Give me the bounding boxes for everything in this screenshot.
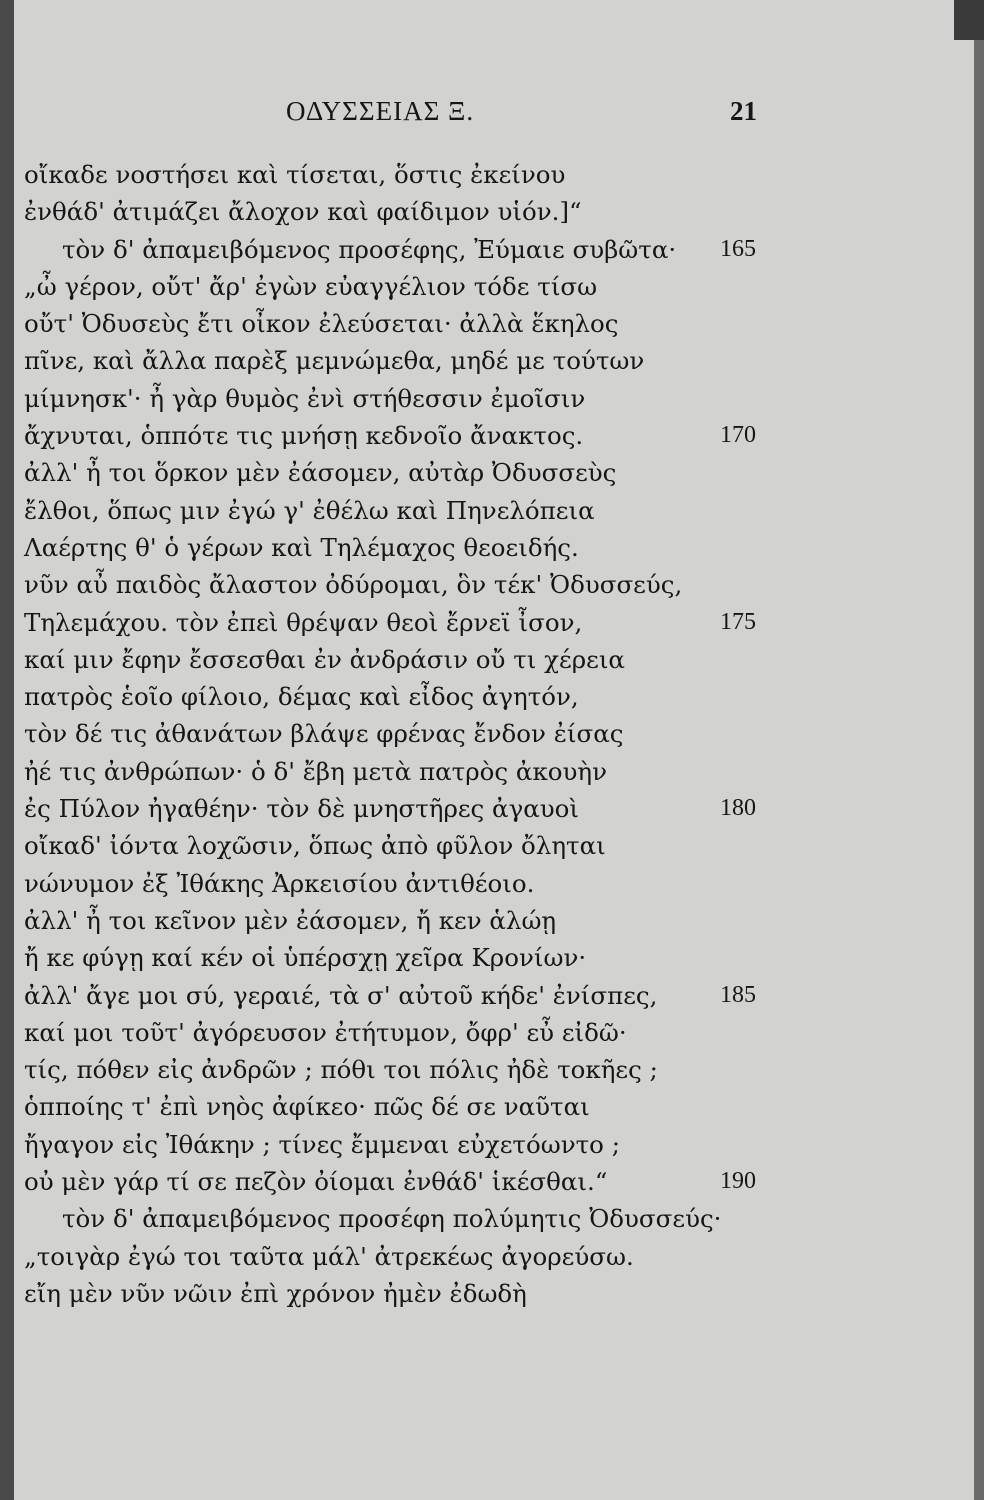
verse-line-text: „ὦ γέρον, οὔτ' ἄρ' ἐγὼν εὐαγγέλιον τόδε τίσω (24, 271, 598, 301)
line-number: 180 (720, 795, 756, 822)
line-number: 170 (720, 422, 756, 449)
verse-line (24, 1051, 794, 1088)
verse-line (24, 454, 794, 491)
verse-line (24, 1163, 794, 1200)
verse-line (24, 1126, 794, 1163)
verse-line-text: οὐ μὲν γάρ τί σε πεζὸν ὀίομαι ἐνθάδ' ἱκέσθαι.“ (24, 1167, 608, 1197)
verse-line-text: τίς, πόθεν εἰς ἀνδρῶν ; πόθι τοι πόλις ἠδὲ τοκῆες ; (24, 1055, 658, 1085)
verse-line (24, 417, 794, 454)
verse-line (24, 790, 794, 827)
verse-line-text: νῦν αὖ παιδὸς ἄλαστον ὀδύρομαι, ὃν τέκ' Ὀδυσσεύς, (24, 570, 683, 600)
verse-line (24, 380, 794, 417)
verse-line (24, 1200, 794, 1237)
page-edge-right (974, 0, 984, 1500)
verse-line (24, 231, 794, 268)
verse-line (24, 1275, 794, 1312)
verse-line-text: ἤ κε φύγῃ καί κέν οἱ ὑπέρσχῃ χεῖρα Κρονίων· (24, 943, 587, 973)
verse-line-text: οἴκαδ' ἰόντα λοχῶσιν, ὅπως ἀπὸ φῦλον ὄληται (24, 831, 606, 861)
verse-line-text: ἤγαγον εἰς Ἰθάκην ; τίνες ἔμμεναι εὐχετόωντο ; (24, 1129, 620, 1159)
verse-line (24, 827, 794, 864)
page-edge-left (0, 0, 14, 1500)
line-number: 165 (720, 235, 756, 262)
verse-line-text: ἐς Πύλον ἠγαθέην· τὸν δὲ μνηστῆρες ἀγαυοὶ (24, 794, 580, 824)
page-header (0, 96, 984, 136)
page-corner-shadow (954, 0, 984, 40)
verse-line-text: μίμνησκ'· ἦ γὰρ θυμὸς ἐνὶ στήθεσσιν ἐμοῖσιν (24, 383, 586, 413)
verse-line (24, 529, 794, 566)
line-number: 190 (720, 1168, 756, 1195)
verse-line (24, 305, 794, 342)
verse-line-text: ἔλθοι, ὅπως μιν ἐγώ γ' ἐθέλω καὶ Πηνελόπεια (24, 495, 595, 525)
verse-line (24, 939, 794, 976)
verse-line-text: Τηλεμάχου. τὸν ἐπεὶ θρέψαν θεοὶ ἔρνεϊ ἶσον, (24, 607, 583, 637)
verse-line (24, 604, 794, 641)
verse-line-text: νώνυμον ἐξ Ἰθάκης Ἀρκεισίου ἀντιθέοιο. (24, 868, 535, 898)
verse-line-text: ἄχνυται, ὁππότε τις μνήσῃ κεδνοῖο ἄνακτος. (24, 421, 584, 451)
verse-line (24, 268, 794, 305)
verse-line-text: πατρὸς ἑοῖο φίλοιο, δέμας καὶ εἶδος ἀγητόν, (24, 682, 579, 712)
verse-line-text: ἀλλ' ἄγε μοι σύ, γεραιέ, τὰ σ' αὐτοῦ κήδε' ἐνίσπες, (24, 980, 658, 1010)
verse-line-text: καί μοι τοῦτ' ἀγόρευσον ἐτήτυμον, ὄφρ' εὖ εἰδῶ· (24, 1017, 627, 1047)
verse-line-text: ἀλλ' ἦ τοι ὅρκον μὲν ἐάσομεν, αὐτὰρ Ὀδυσσεὺς (24, 458, 617, 488)
verse-block (24, 156, 794, 1312)
verse-line (24, 1088, 794, 1125)
verse-line (24, 641, 794, 678)
verse-line-text: ἠέ τις ἀνθρώπων· ὁ δ' ἔβη μετὰ πατρὸς ἀκουὴν (24, 756, 607, 786)
verse-line-text: ἀλλ' ἦ τοι κεῖνον μὲν ἐάσομεν, ἤ κεν ἁλώῃ (24, 905, 557, 935)
verse-line (24, 1238, 794, 1275)
verse-line-text: εἴη μὲν νῦν νῶιν ἐπὶ χρόνον ἠμὲν ἐδωδὴ (24, 1278, 527, 1308)
verse-line-text: ἐνθάδ' ἀτιμάζει ἄλοχον καὶ φαίδιμον υἱόν.]“ (24, 197, 582, 227)
line-number: 185 (720, 981, 756, 1008)
verse-line (24, 492, 794, 529)
verse-line (24, 678, 794, 715)
verse-line-text: τὸν δ' ἀπαμειβόμενος προσέφης, Ἐύμαιε συβῶτα· (62, 234, 677, 264)
verse-line-text: οὔτ' Ὀδυσεὺς ἔτι οἶκον ἐλεύσεται· ἀλλὰ ἕκηλος (24, 309, 619, 339)
verse-line (24, 865, 794, 902)
verse-line (24, 977, 794, 1014)
verse-line (24, 156, 794, 193)
page-number: 21 (730, 96, 757, 126)
verse-line (24, 902, 794, 939)
running-head: ΟΔΥΣΣΕΙΑΣ Ξ. (286, 96, 475, 126)
verse-line (24, 753, 794, 790)
verse-line-text: ὁπποίης τ' ἐπὶ νηὸς ἀφίκεο· πῶς δέ σε ναῦται (24, 1092, 590, 1122)
verse-line-text: τὸν δέ τις ἀθανάτων βλάψε φρένας ἔνδον ἐίσας (24, 719, 624, 749)
verse-line (24, 715, 794, 752)
verse-line-text: πῖνε, καὶ ἄλλα παρὲξ μεμνώμεθα, μηδέ με τούτων (24, 346, 645, 376)
verse-line-text: καί μιν ἔφην ἔσσεσθαι ἐν ἀνδράσιν οὔ τι χέρεια (24, 644, 625, 674)
verse-line-text: τὸν δ' ἀπαμειβόμενος προσέφη πολύμητις Ὀδυσσεύς· (62, 1204, 722, 1234)
verse-line (24, 1014, 794, 1051)
verse-line (24, 566, 794, 603)
verse-line-text: Λαέρτης θ' ὁ γέρων καὶ Τηλέμαχος θεοειδής. (24, 532, 579, 562)
verse-line-text: οἴκαδε νοστήσει καὶ τίσεται, ὅστις ἐκείνου (24, 160, 566, 189)
verse-line (24, 342, 794, 379)
verse-line-text: „τοιγὰρ ἐγώ τοι ταῦτα μάλ' ἀτρεκέως ἀγορεύσω. (24, 1241, 634, 1271)
line-number: 175 (720, 608, 756, 635)
verse-line (24, 193, 794, 230)
